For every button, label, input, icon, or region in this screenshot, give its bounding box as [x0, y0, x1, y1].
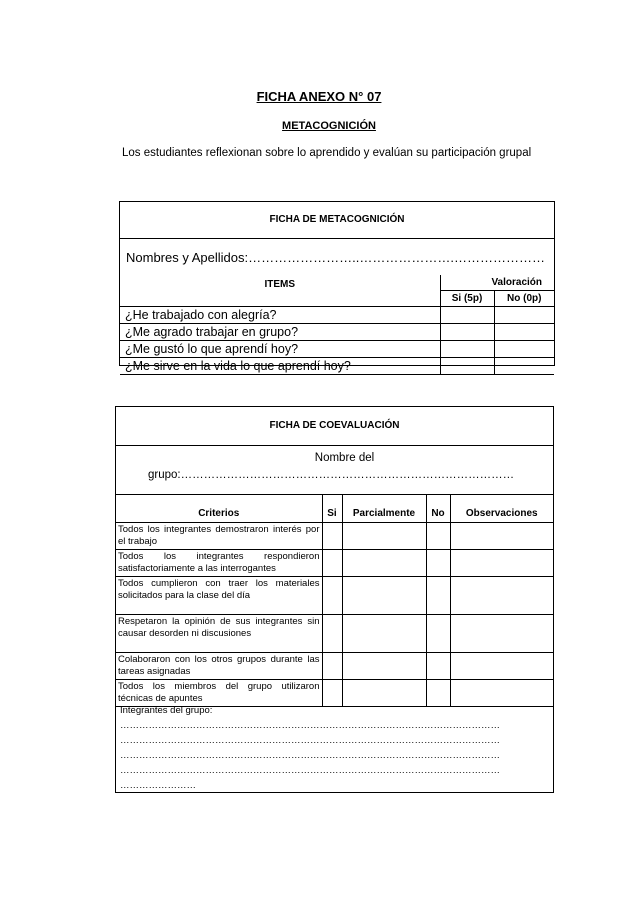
- question-text: ¿Me agrado trabajar en grupo?: [120, 324, 440, 341]
- question-text: ¿Me sirve en la vida lo que aprendí hoy?: [120, 358, 440, 375]
- question-row: [120, 358, 554, 375]
- parcialmente-cell[interactable]: [342, 523, 426, 550]
- no-cell[interactable]: [426, 615, 450, 653]
- no-cell[interactable]: [494, 341, 554, 358]
- criterion-text: Todos los integrantes demostraron interés por el trabajo: [116, 523, 322, 550]
- no-cell[interactable]: [426, 550, 450, 577]
- items-header: ITEMS: [120, 275, 440, 307]
- observaciones-cell[interactable]: [450, 615, 553, 653]
- parcialmente-cell[interactable]: [342, 653, 426, 680]
- question-text: ¿Me gustó lo que aprendí hoy?: [120, 341, 440, 358]
- no-cell[interactable]: [426, 577, 450, 615]
- si-cell[interactable]: [322, 523, 342, 550]
- coevaluation-header-row: [116, 495, 553, 523]
- document-subtitle: METACOGNICIÓN: [282, 120, 376, 132]
- criterion-text: Todos cumplieron con traer los materiales solicitados para la clase del día: [116, 577, 322, 615]
- group-members-section[interactable]: [120, 703, 500, 793]
- observaciones-header: Observaciones: [450, 495, 553, 523]
- criterion-text: Todos los miembros del grupo utilizaron técnicas de apuntes: [116, 680, 322, 707]
- no-cell[interactable]: [494, 307, 554, 324]
- question-row: [120, 341, 554, 358]
- si-cell[interactable]: [440, 324, 494, 341]
- metacognition-form: [119, 201, 555, 373]
- group-label-line1: Nombre del: [314, 452, 375, 464]
- intro-text: Los estudiantes reflexionan sobre lo aprendido y evalúan su participación grupal: [122, 147, 532, 159]
- no-cell[interactable]: [494, 358, 554, 375]
- si-cell[interactable]: [322, 577, 342, 615]
- no-cell[interactable]: [426, 653, 450, 680]
- si-header: Si: [322, 495, 342, 523]
- si-cell[interactable]: [440, 341, 494, 358]
- full-name-field[interactable]: Nombres y Apellidos:……………………..………………….…………………: [120, 238, 554, 276]
- criteria-row: [116, 615, 553, 653]
- coevaluation-table: [116, 494, 553, 707]
- criteria-row: [116, 577, 553, 615]
- member-line[interactable]: ……………………: [120, 780, 196, 791]
- si-cell[interactable]: [440, 358, 494, 375]
- question-row: [120, 307, 554, 324]
- question-row: [120, 324, 554, 341]
- no-cell[interactable]: [426, 523, 450, 550]
- observaciones-cell[interactable]: [450, 550, 553, 577]
- document-title: FICHA ANEXO N° 07: [256, 89, 382, 104]
- parcialmente-cell[interactable]: [342, 577, 426, 615]
- coevaluation-form: [115, 406, 554, 793]
- members-label: Integrantes del grupo:: [120, 705, 213, 716]
- valoracion-header: Valoración: [440, 275, 554, 291]
- si-cell[interactable]: [322, 653, 342, 680]
- observaciones-cell[interactable]: [450, 523, 553, 550]
- parcialmente-cell[interactable]: [342, 615, 426, 653]
- criteria-row: [116, 523, 553, 550]
- criteria-row: [116, 653, 553, 680]
- coevaluation-heading: FICHA DE COEVALUACIÓN: [269, 420, 400, 431]
- criterion-text: Respetaron la opinión de sus integrantes sin causar desorden ni discusiones: [116, 615, 322, 653]
- criteria-row: [116, 550, 553, 577]
- member-line[interactable]: …………………………………………………………………………………………………………: [120, 735, 500, 746]
- metacognition-heading: FICHA DE METACOGNICIÓN: [269, 214, 405, 225]
- member-line[interactable]: …………………………………………………………………………………………………………: [120, 750, 500, 761]
- si-cell[interactable]: [322, 550, 342, 577]
- criterion-text: Todos los integrantes respondieron satisfactoriamente a las interrogantes: [116, 550, 322, 577]
- member-line[interactable]: …………………………………………………………………………………………………………: [120, 765, 500, 776]
- criterion-text: Colaboraron con los otros grupos durante las tareas asignadas: [116, 653, 322, 680]
- group-name-field[interactable]: [116, 445, 553, 495]
- group-label-line2: grupo:……………………………………………………………………………: [148, 469, 515, 481]
- no-header: No (0p): [494, 291, 554, 307]
- question-text: ¿He trabajado con alegría?: [120, 307, 440, 324]
- member-line[interactable]: …………………………………………………………………………………………………………: [120, 720, 500, 731]
- no-cell[interactable]: [494, 324, 554, 341]
- si-cell[interactable]: [322, 615, 342, 653]
- parcialmente-cell[interactable]: [342, 550, 426, 577]
- si-cell[interactable]: [440, 307, 494, 324]
- si-header: Si (5p): [440, 291, 494, 307]
- criterios-header: Criterios: [116, 495, 322, 523]
- observaciones-cell[interactable]: [450, 653, 553, 680]
- metacognition-table: [120, 275, 554, 375]
- no-header: No: [426, 495, 450, 523]
- observaciones-cell[interactable]: [450, 577, 553, 615]
- parcialmente-header: Parcialmente: [342, 495, 426, 523]
